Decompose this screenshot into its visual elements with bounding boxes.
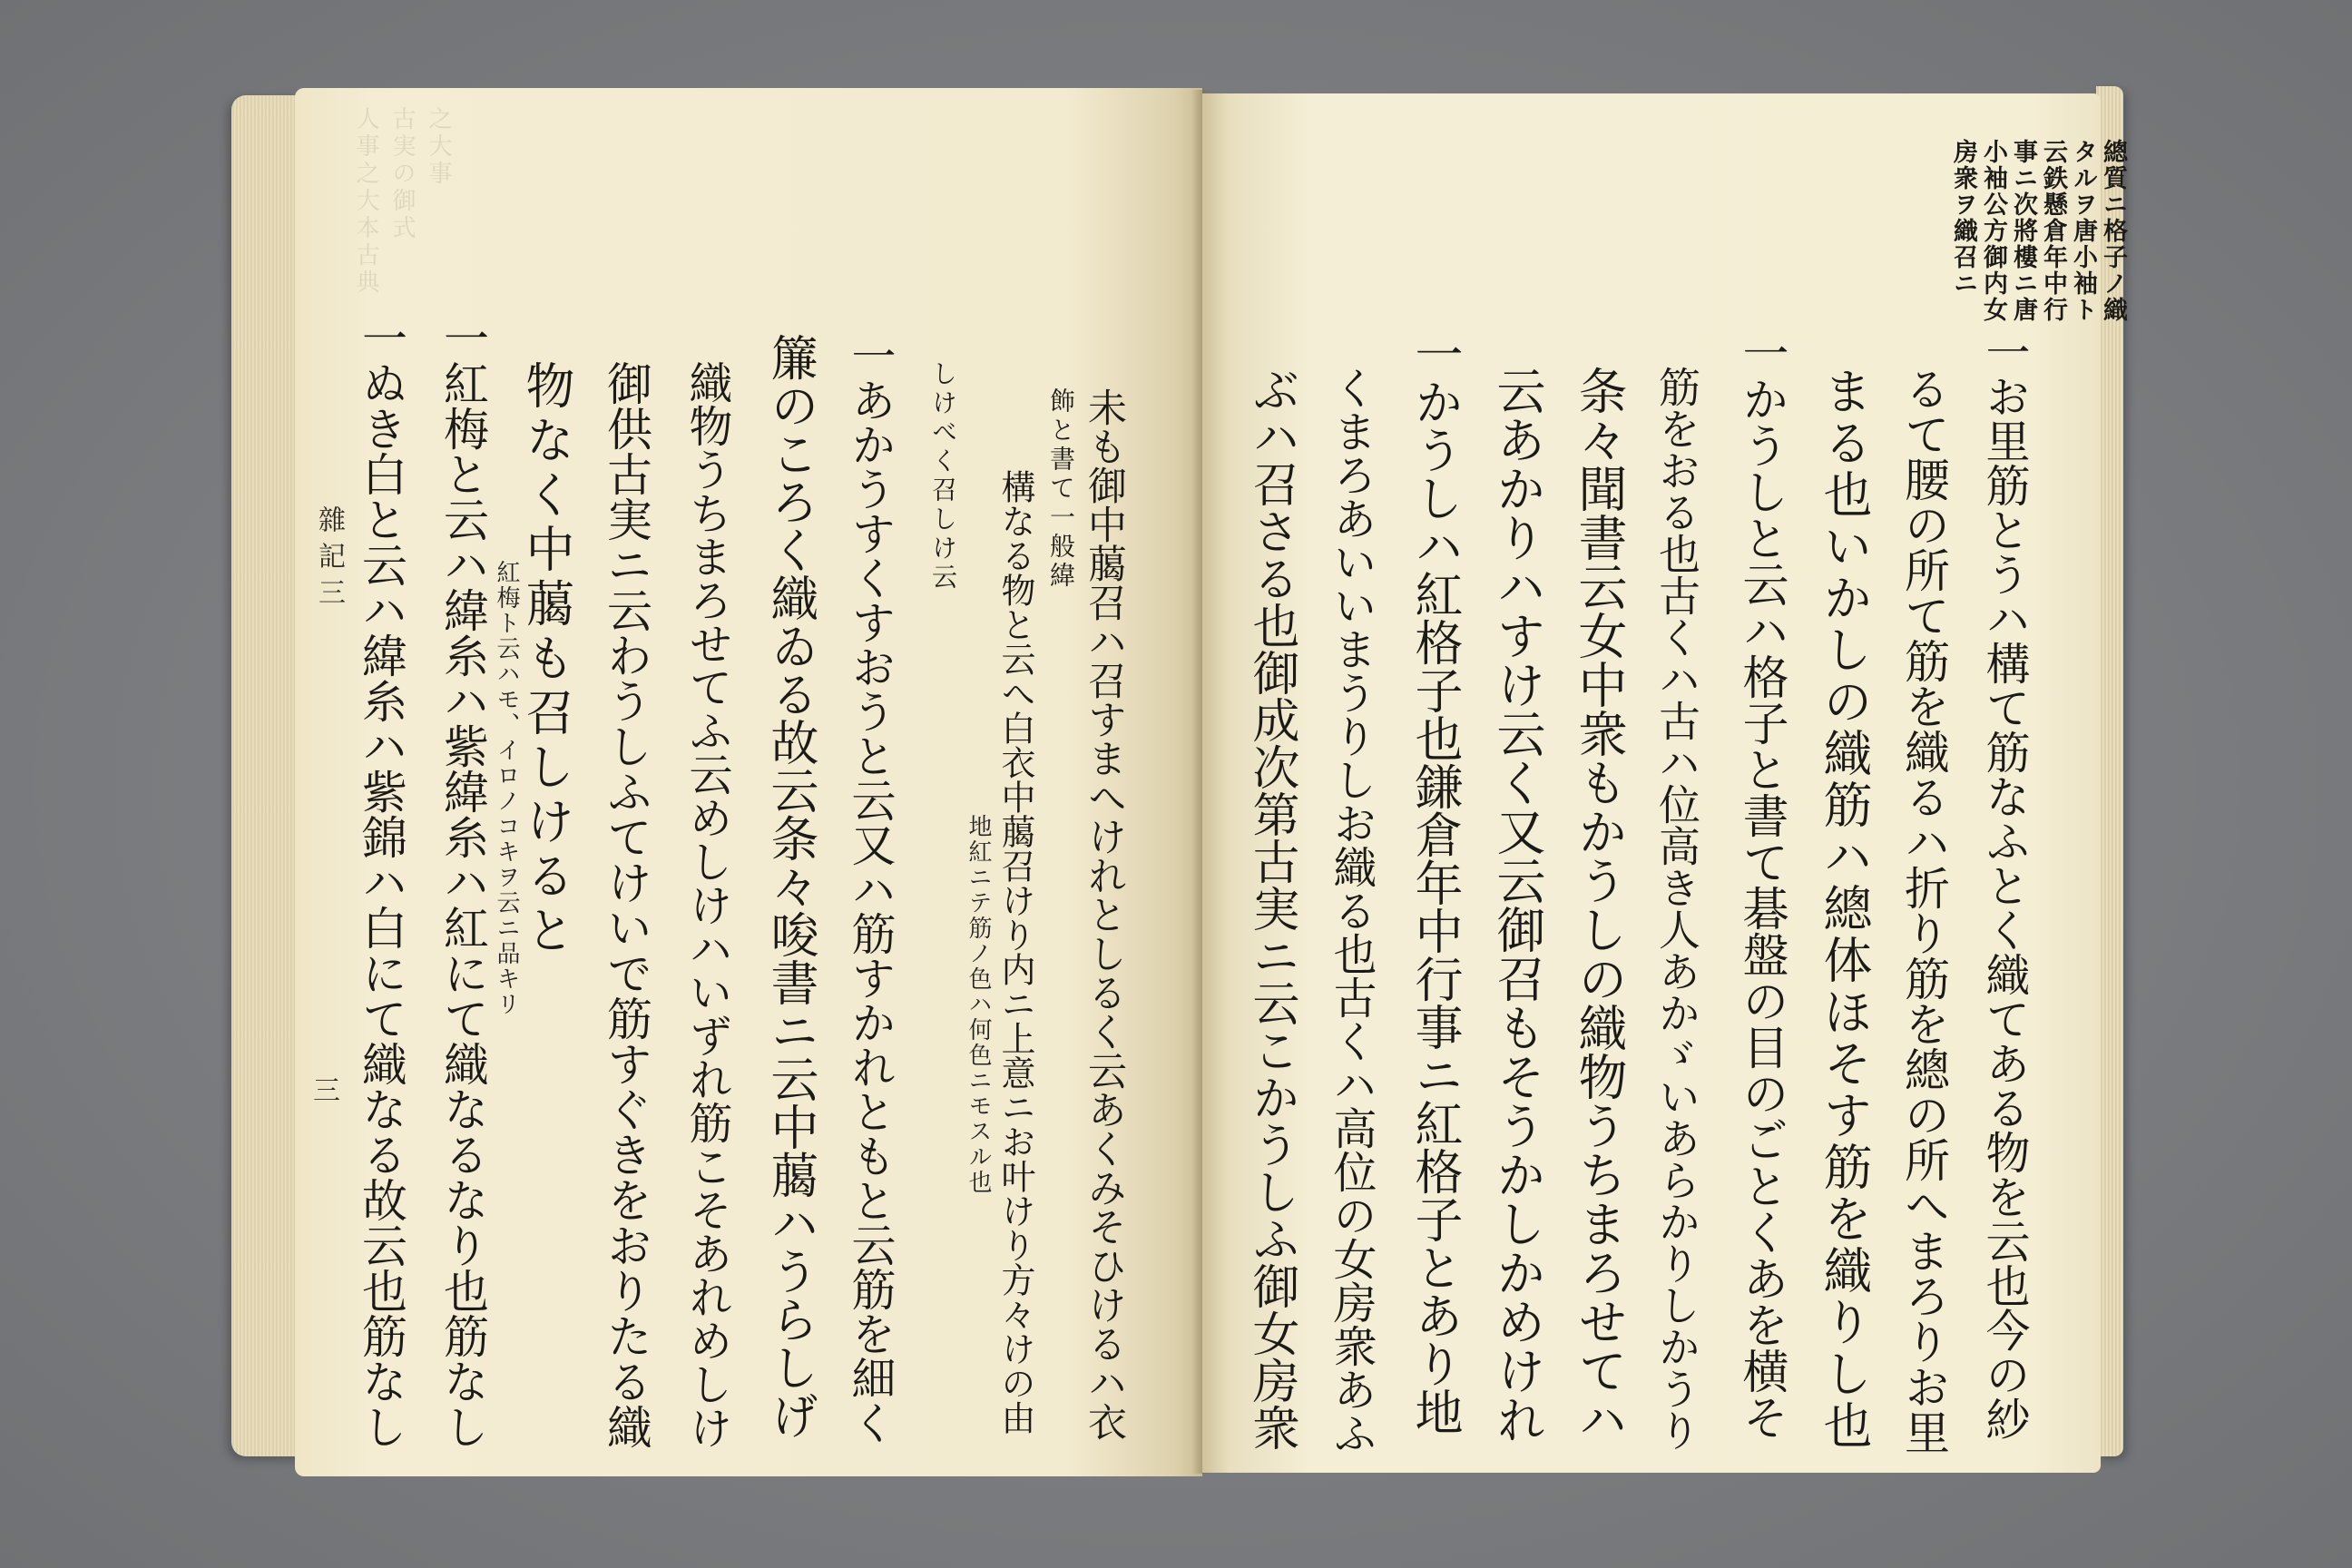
left-page [295, 88, 1202, 1476]
interlinear-note: 紅梅ト云ハモ、イロノコキヲ云ニ品キリ [493, 560, 520, 1017]
bleed-through-text: 人事之大本古典 [352, 106, 379, 297]
text-column: るて腰の所て筋を織るハ折り筋を總の所へまろりお里 [1897, 366, 1950, 1455]
right-page [1202, 93, 2127, 1473]
header-note-column: 房衆ヲ織召ニ [1949, 139, 1977, 297]
text-column: 織物うちまろせてふ云めしけハいずれ筋こそあれめしけ [681, 360, 732, 1449]
header-note-column: 云鉄懸倉年中行 [2039, 139, 2067, 323]
text-column: 云あかりハすけ云く又云御召もそうかしかめけれ [1489, 366, 1546, 1444]
header-note-column: タルヲ唐小袖ト [2069, 139, 2097, 323]
text-column: ぶハ召さる也御成次第古実ニ云こかうしふ御女房衆 [1244, 366, 1298, 1451]
text-column: 条々聞書云女中衆もかうしの織物うちまろせてハ [1571, 366, 1628, 1444]
small-text-column: 飾と書て一般緯 [1046, 387, 1076, 591]
text-column: 一あかうすくすおうと云又ハ筋すかれともと云筋を細く [845, 333, 897, 1445]
text-column: 簾のころく織ゐる故云条々唆書ニ云中﨟ハうらしげ [763, 333, 818, 1439]
text-column: 一お里筋とうハ構て筋なふとく織てある物を云也今の紗 [1979, 329, 2031, 1441]
text-column: まる也いかしの織筋ハ總体ほそす筋を織りし也 [1816, 366, 1873, 1452]
text-column: 一かうしと云ハ格子と書て碁盤の目のごとくあを横そ [1734, 329, 1788, 1440]
folio-number: 三 [313, 1075, 340, 1107]
header-note-column: 事ニ次將樓ニ唐 [2009, 139, 2037, 323]
text-column: 一かうしハ紅格子也鎌倉年中行事ニ紅格子とあり地 [1407, 329, 1463, 1436]
text-column: くまろあいいまうりしお織る也古くハ高位の女房衆あふ [1326, 366, 1377, 1455]
text-column: 一ぬき白と云ハ緯糸ハ紫錦ハ白にて織なる故云也筋なし [355, 315, 407, 1449]
text-column: 物なく中﨟も召しけると [518, 360, 575, 959]
running-head: 雜記三 [313, 505, 345, 614]
bleed-through-text: 古実の御式 [388, 106, 416, 242]
bleed-through-text: 之大事 [425, 106, 452, 188]
header-note-column: 總質ニ格子ノ織 [2099, 139, 2127, 323]
text-column: 未も御中﨟召ハ召すまへけれとしるく云あくみそひけるハ衣 [1082, 387, 1127, 1441]
small-text-column: しけべく召しけ云 [928, 360, 958, 593]
text-column: 一紅梅と云ハ緯糸ハ紫緯糸ハ紅にて織なるなり也筋なし [436, 315, 489, 1449]
header-note-column: 小袖公方御内女 [1979, 139, 2007, 323]
interlinear-note: 地紅ニテ筋ノ色ハ何色ニモスル也 [965, 814, 992, 1195]
text-column: 構なる物と云へ白衣中﨟召けり内ニ上意ニお叶けり方々けの由 [995, 469, 1035, 1435]
text-column: 御供古実ニ云わうしふてけいで筋すぐきをおりたる織 [600, 360, 652, 1449]
left-page-stack-edge [231, 95, 304, 1456]
open-book [231, 77, 2127, 1493]
text-column: 筋をおる也古くハ古ハ位高き人あかゞいあらかりしかうり [1652, 366, 1701, 1451]
